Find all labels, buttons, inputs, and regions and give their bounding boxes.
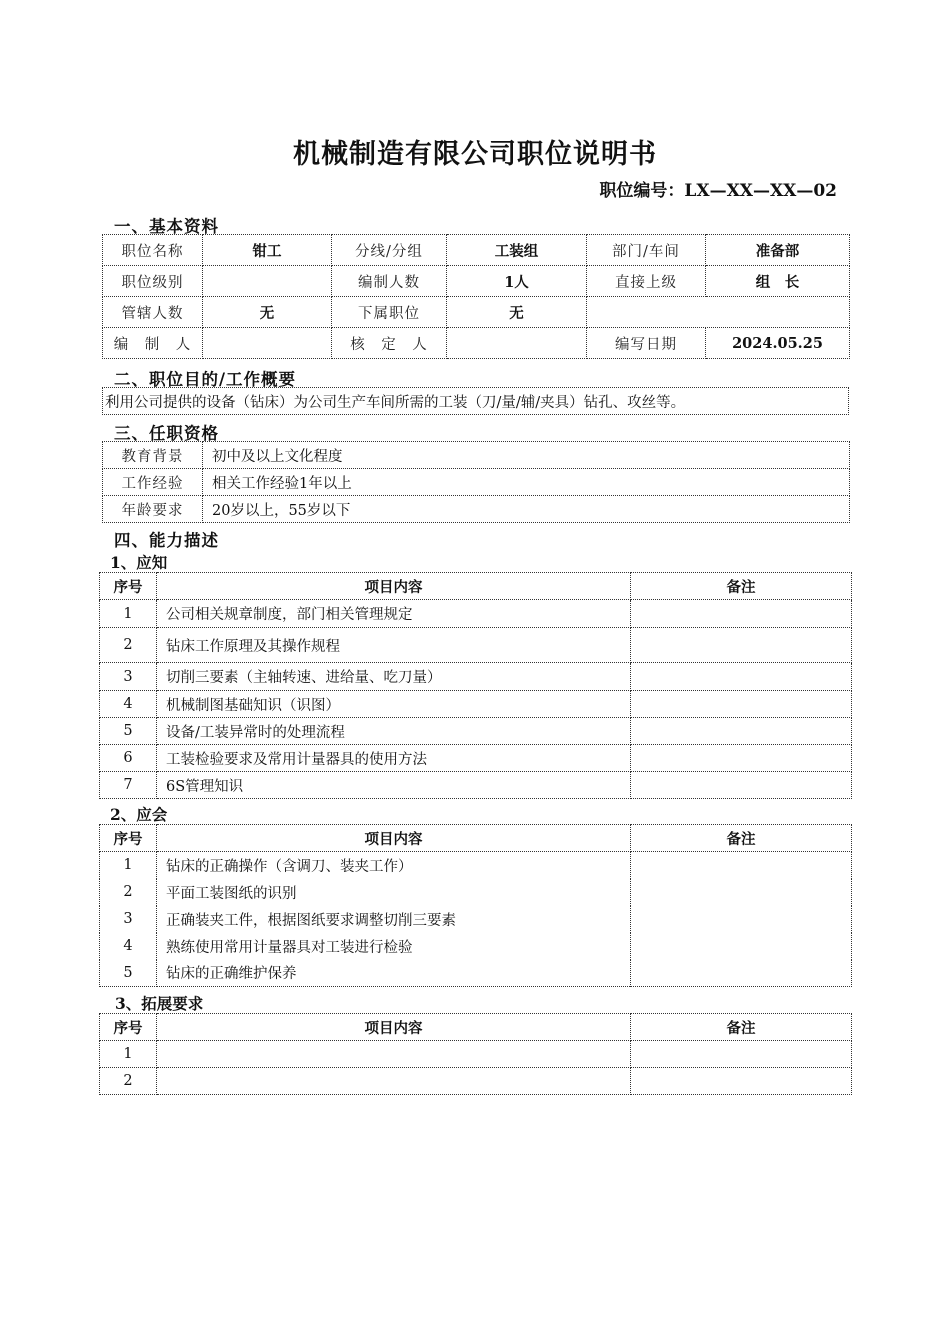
section-ability: 四、能力描述 — [114, 531, 219, 550]
label-education: 教育背景 — [103, 442, 203, 469]
section-qualification: 三、任职资格 — [114, 424, 219, 443]
table-row — [100, 745, 852, 772]
table-row — [100, 1068, 852, 1095]
label-date: 编写日期 — [587, 328, 706, 359]
row-remark — [631, 600, 852, 628]
qualification-row — [103, 496, 850, 523]
purpose-table — [102, 387, 849, 415]
value-headcount: 1人 — [447, 266, 587, 297]
label-position-name: 职位名称 — [103, 235, 203, 266]
row-content: 6S管理知识 — [157, 772, 631, 799]
value-approver — [447, 328, 587, 359]
row-content: 机械制图基础知识（识图） — [157, 691, 631, 718]
qualification-row — [103, 469, 850, 496]
label-managed-count: 管辖人数 — [103, 297, 203, 328]
table-row — [100, 1041, 852, 1068]
table-row — [100, 691, 852, 718]
table-row — [100, 852, 852, 879]
subsection-extend: 3、拓展要求 — [115, 994, 204, 1013]
row-remark — [631, 718, 852, 745]
remark-merged-cell — [631, 852, 852, 987]
empty-cell — [587, 297, 850, 328]
basic-row-1 — [103, 235, 850, 266]
row-no: 1 — [100, 852, 157, 879]
row-content: 工装检验要求及常用计量器具的使用方法 — [157, 745, 631, 772]
row-content — [157, 1041, 631, 1068]
table-row — [100, 600, 852, 628]
basic-row-3 — [103, 297, 850, 328]
row-content: 切削三要素（主轴转速、进给量、吃刀量） — [157, 663, 631, 691]
header-content: 项目内容 — [157, 825, 631, 852]
label-position-level: 职位级别 — [103, 266, 203, 297]
row-remark — [631, 1041, 852, 1068]
document-title: 机械制造有限公司职位说明书 — [293, 139, 657, 170]
value-experience: 相关工作经验1年以上 — [203, 469, 850, 496]
row-no: 7 — [100, 772, 157, 799]
can-table — [99, 824, 852, 987]
label-department: 部门/车间 — [587, 235, 706, 266]
header-content: 项目内容 — [157, 1014, 631, 1041]
header-no: 序号 — [100, 573, 157, 600]
position-number: 职位编号：LX—XX—XX—02 — [599, 181, 837, 201]
value-age: 20岁以上，55岁以下 — [203, 496, 850, 523]
value-position-level — [203, 266, 332, 297]
subsection-can: 2、应会 — [110, 805, 168, 824]
purpose-text: 利用公司提供的设备（钻床）为公司生产车间所需的工装（刀/量/辅/夹具）钻孔、攻丝等。 — [103, 388, 849, 415]
header-remark: 备注 — [631, 1014, 852, 1041]
header-remark: 备注 — [631, 573, 852, 600]
row-content: 熟练使用常用计量器具对工装进行检验 — [157, 933, 631, 960]
value-managed-count: 无 — [203, 297, 332, 328]
qualification-table — [102, 441, 850, 523]
row-no: 4 — [100, 933, 157, 960]
row-no: 1 — [100, 1041, 157, 1068]
extend-table — [99, 1013, 852, 1095]
basic-row-4 — [103, 328, 850, 359]
subsection-know: 1、应知 — [110, 553, 168, 572]
value-author — [203, 328, 332, 359]
value-position-name: 钳工 — [203, 235, 332, 266]
row-remark — [631, 628, 852, 663]
value-department: 准备部 — [706, 235, 850, 266]
row-content — [157, 1068, 631, 1095]
value-education: 初中及以上文化程度 — [203, 442, 850, 469]
header-remark: 备注 — [631, 825, 852, 852]
header-no: 序号 — [100, 825, 157, 852]
label-author: 编 制 人 — [103, 328, 203, 359]
basic-row-2 — [103, 266, 850, 297]
basic-info-table — [102, 234, 850, 359]
row-remark — [631, 663, 852, 691]
row-no: 5 — [100, 960, 157, 987]
row-no: 3 — [100, 663, 157, 691]
table-row — [100, 663, 852, 691]
value-direct-superior: 组 长 — [706, 266, 850, 297]
qualification-row — [103, 442, 850, 469]
table-header-row — [100, 573, 852, 600]
row-no: 5 — [100, 718, 157, 745]
label-experience: 工作经验 — [103, 469, 203, 496]
row-remark — [631, 772, 852, 799]
label-approver: 核 定 人 — [332, 328, 447, 359]
table-row — [100, 772, 852, 799]
section-basic-info: 一、基本资料 — [114, 217, 219, 236]
row-no: 2 — [100, 1068, 157, 1095]
row-remark — [631, 745, 852, 772]
label-subordinate: 下属职位 — [332, 297, 447, 328]
label-age: 年龄要求 — [103, 496, 203, 523]
row-content: 钻床的正确操作（含调刀、装夹工作） — [157, 852, 631, 879]
label-direct-superior: 直接上级 — [587, 266, 706, 297]
know-table — [99, 572, 852, 799]
label-headcount: 编制人数 — [332, 266, 447, 297]
row-content: 钻床的正确维护保养 — [157, 960, 631, 987]
row-remark — [631, 1068, 852, 1095]
section-purpose: 二、职位目的/工作概要 — [114, 370, 297, 389]
row-content: 平面工装图纸的识别 — [157, 879, 631, 906]
row-no: 4 — [100, 691, 157, 718]
row-content: 钻床工作原理及其操作规程 — [157, 628, 631, 663]
row-no: 2 — [100, 628, 157, 663]
table-header-row — [100, 825, 852, 852]
header-content: 项目内容 — [157, 573, 631, 600]
value-subordinate: 无 — [447, 297, 587, 328]
row-content: 公司相关规章制度，部门相关管理规定 — [157, 600, 631, 628]
row-remark — [631, 691, 852, 718]
row-no: 3 — [100, 906, 157, 933]
row-no: 6 — [100, 745, 157, 772]
table-row — [100, 628, 852, 663]
value-date: 2024.05.25 — [706, 328, 850, 359]
row-content: 正确装夹工件，根据图纸要求调整切削三要素 — [157, 906, 631, 933]
row-content: 设备/工装异常时的处理流程 — [157, 718, 631, 745]
label-line-group: 分线/分组 — [332, 235, 447, 266]
purpose-row — [103, 388, 849, 415]
row-no: 2 — [100, 879, 157, 906]
table-row — [100, 718, 852, 745]
header-no: 序号 — [100, 1014, 157, 1041]
table-header-row — [100, 1014, 852, 1041]
value-line-group: 工装组 — [447, 235, 587, 266]
row-no: 1 — [100, 600, 157, 628]
